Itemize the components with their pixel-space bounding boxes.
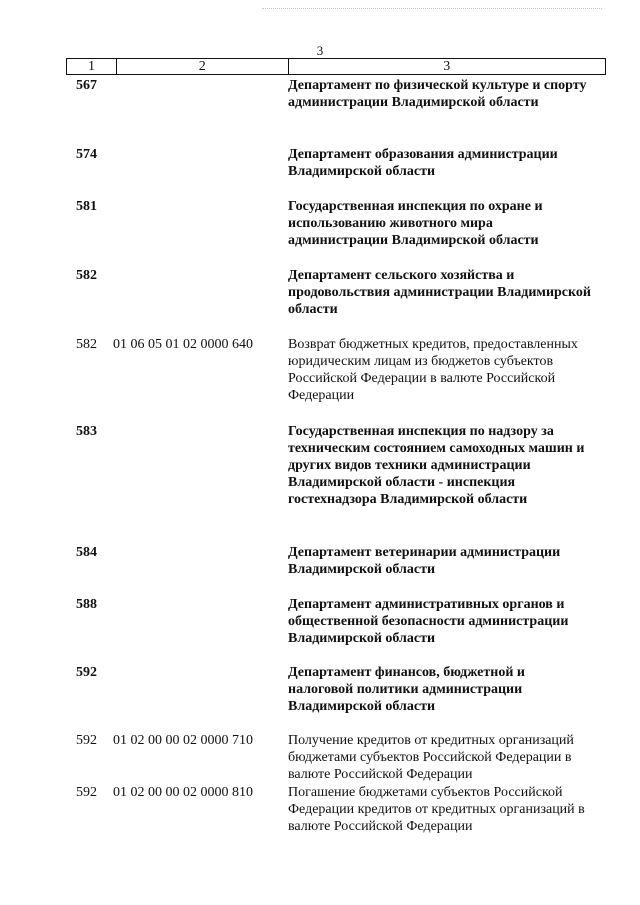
- administrator-name: Государственная инспекция по охране и использованию животного мира администрации Владимирской области: [288, 199, 543, 248]
- scan-artifact-line: [262, 8, 602, 9]
- admin-code: 592: [76, 665, 97, 680]
- column-header-table: [66, 58, 606, 75]
- admin-code: 582: [76, 337, 97, 352]
- source-name: Погашение бюджетами субъектов Российской Федерации кредитов от кредитных организаций в валюте Российской Федерации: [288, 785, 585, 834]
- budget-classification-code: 01 02 00 00 02 0000 710: [113, 733, 253, 748]
- administrator-name: Государственная инспекция по надзору за техническим состоянием самоходных машин и других видов техники администрации Владимирской области - инспекция гостехнадзора Владимирской области: [288, 424, 585, 507]
- administrator-name: Департамент административных органов и общественной безопасности администрации Владимирской области: [288, 597, 569, 646]
- administrator-name: Департамент финансов, бюджетной и налоговой политики администрации Владимирской области: [288, 665, 525, 714]
- administrator-name: Департамент образования администрации Владимирской области: [288, 147, 558, 179]
- admin-code: 567: [76, 78, 97, 93]
- admin-code: 581: [76, 199, 97, 214]
- source-name: Получение кредитов от кредитных организаций бюджетами субъектов Российской Федерации в валюте Российской Федерации: [288, 733, 574, 782]
- column-header-3: 3: [288, 59, 605, 75]
- source-name: Возврат бюджетных кредитов, предоставленных юридическим лицам из бюджетов субъектов Российской Федерации в валюте Российской Федерации: [288, 337, 578, 403]
- administrator-name: Департамент ветеринарии администрации Владимирской области: [288, 545, 561, 577]
- admin-code: 583: [76, 424, 97, 439]
- admin-code: 584: [76, 545, 97, 560]
- admin-code: 592: [76, 733, 97, 748]
- budget-classification-code: 01 06 05 01 02 0000 640: [113, 337, 253, 352]
- admin-code: 588: [76, 597, 97, 612]
- column-header-2: 2: [116, 59, 288, 75]
- administrator-name: Департамент сельского хозяйства и продовольствия администрации Владимирской области: [288, 268, 591, 317]
- page-number: 3: [316, 43, 324, 58]
- column-header-1: 1: [67, 59, 117, 75]
- admin-code: 574: [76, 147, 97, 162]
- administrator-name: Департамент по физической культуре и спорту администрации Владимирской области: [288, 78, 587, 110]
- column-header-row: [67, 59, 606, 75]
- budget-classification-code: 01 02 00 00 02 0000 810: [113, 785, 253, 800]
- admin-code: 592: [76, 785, 97, 800]
- admin-code: 582: [76, 268, 97, 283]
